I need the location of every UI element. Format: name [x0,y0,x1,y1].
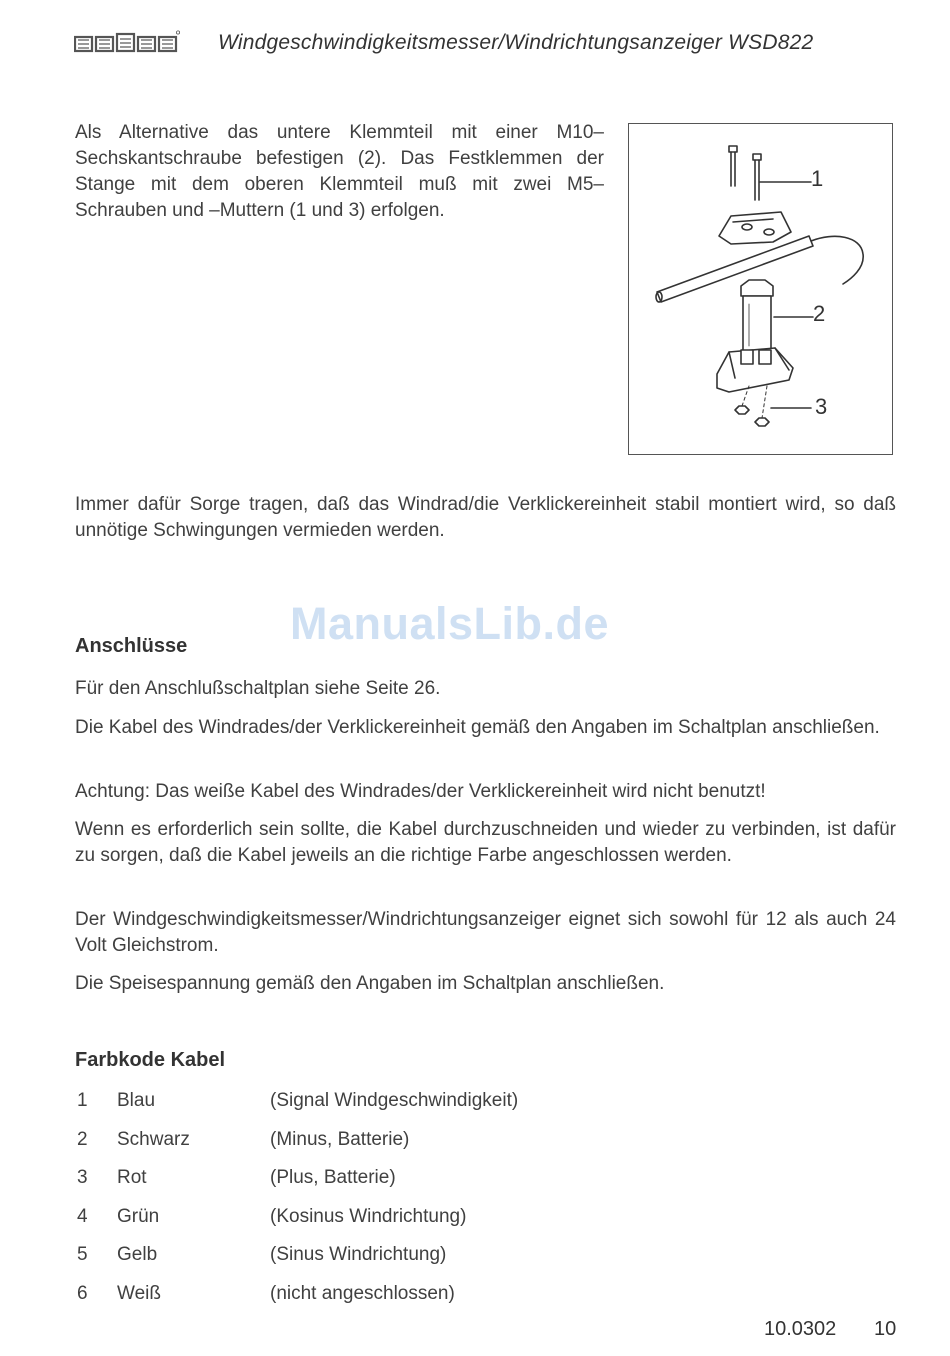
color-row-name: Gelb [117,1244,158,1265]
callout-1: 1 [811,166,824,191]
anschluesse-para-4: Wenn es erforderlich sein sollte, die Kabel durchzuschneiden und wieder zu verbinden, ist dafür zu sorgen, daß die Kabel jeweils an die richtige Farbe angeschlossen werden. [75,819,896,866]
color-row [77,1086,677,1125]
color-row-description: (Minus, Batterie) [270,1128,410,1150]
callout-3: 3 [815,394,828,419]
mounting-illustration [629,124,894,456]
color-row-name: Grün [117,1205,160,1227]
color-row-description: (Signal Windgeschwindigkeit) [270,1090,519,1111]
anschluesse-para-1: Für den Anschlußschaltplan siehe Seite 26. [75,678,441,699]
color-row-number: 1 [77,1090,88,1111]
watermark: ManualsLib.de [290,598,610,649]
color-row-number: 6 [77,1282,88,1304]
color-row-description: (Kosinus Windrichtung) [270,1205,467,1227]
color-code-table [77,1086,677,1317]
color-row-number: 3 [77,1167,88,1188]
color-row [77,1163,677,1202]
intro-paragraph: Als Alternative das untere Klemmteil mit einer M10–Sechskantschraube befestigen (2). Das Festklemmen der Stange mit dem oberen Klemmteil muß mit zwei M5–Schrauben und –Muttern (1 und 3) erfolgen. [75,122,604,221]
anschluesse-para-6: Die Speisespannung gemäß den Angaben im Schaltplan anschließen. [75,973,665,994]
callout-2: 2 [813,301,826,326]
farbkode-heading: Farbkode Kabel [75,1049,226,1071]
color-row-description: (Sinus Windrichtung) [270,1244,447,1265]
vetus-logo [74,30,180,56]
color-row-name: Schwarz [117,1128,190,1150]
color-row [77,1279,677,1318]
color-row-description: (nicht angeschlossen) [270,1282,455,1304]
document-code: 10.0302 [764,1318,837,1340]
stability-paragraph: Immer dafür Sorge tragen, daß das Windrad/die Verklickereinheit stabil montiert wird, so daß unnötige Schwingungen vermieden werden. [75,494,896,541]
color-row-number: 4 [77,1205,88,1227]
color-row-name: Weiß [117,1282,161,1304]
color-row [77,1202,677,1241]
color-row [77,1125,677,1164]
anschluesse-heading: Anschlüsse [75,635,188,657]
anschluesse-para-2: Die Kabel des Windrades/der Verklickereinheit gemäß den Angaben im Schaltplan anschließen. [75,717,880,738]
color-row-name: Rot [117,1167,147,1188]
color-row-number: 5 [77,1244,88,1265]
color-row-number: 2 [77,1128,88,1150]
color-row [77,1240,677,1279]
color-row-name: Blau [117,1090,156,1111]
mounting-figure [628,123,893,455]
page-number: 10 [874,1318,897,1340]
anschluesse-para-3: Achtung: Das weiße Kabel des Windrades/der Verklickereinheit wird nicht benutzt! [75,781,766,802]
header-title: Windgeschwindigkeitsmesser/Windrichtungsanzeiger WSD822 [218,31,814,54]
color-row-description: (Plus, Batterie) [270,1167,396,1188]
anschluesse-para-5: Der Windgeschwindigkeitsmesser/Windrichtungsanzeiger eignet sich sowohl für 12 als auch 24 Volt Gleichstrom. [75,909,896,956]
